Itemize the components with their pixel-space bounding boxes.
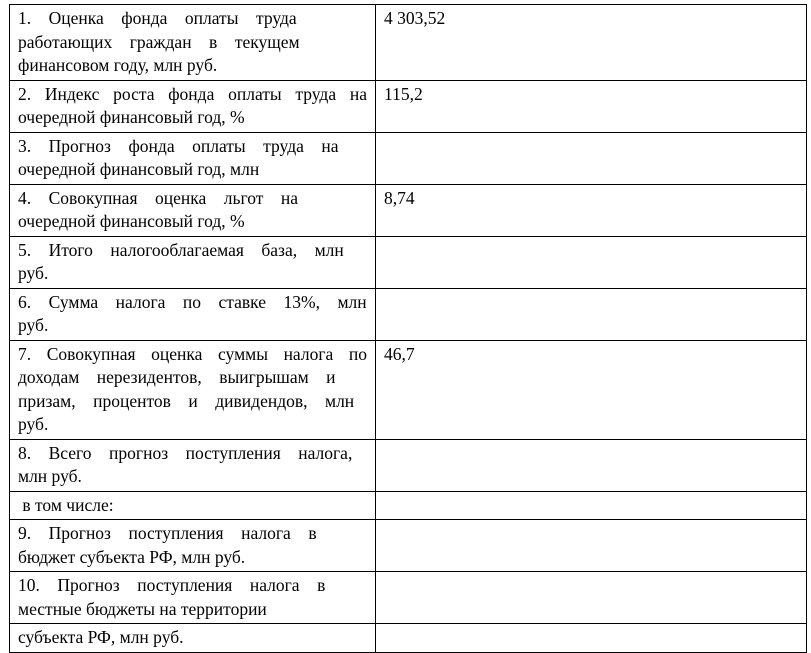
row-value: 8,74 [376, 184, 807, 236]
label-line: 5. Итого налогооблагаемая база, млн [18, 239, 344, 260]
row-value: 115,2 [376, 80, 807, 132]
label-line: очередной финансовый год, млн [18, 159, 260, 179]
label-line: 1. Оценка фонда оплаты труда [18, 8, 297, 28]
table-row [10, 572, 807, 624]
table-row [10, 132, 807, 184]
row-value [376, 439, 807, 491]
row-label [10, 491, 376, 520]
label-line: 9. Прогноз поступления налога в [18, 523, 317, 543]
table-row [10, 624, 807, 653]
label-line: 3. Прогноз фонда оплаты труда на [18, 135, 339, 156]
row-value [376, 491, 807, 520]
row-value [376, 132, 807, 184]
table-row [10, 236, 807, 288]
label-line: очередной финансовый год, % [18, 107, 245, 127]
label-line: очередной финансовый год, % [18, 211, 245, 231]
label-line: 6. Сумма налога по ставке 13%, млн [18, 291, 367, 312]
label-line: руб. [18, 414, 49, 434]
row-value: 46,7 [376, 340, 807, 439]
table-row [10, 80, 807, 132]
label-line: призам, процентов и дивидендов, млн [18, 390, 355, 411]
row-label [10, 132, 376, 184]
table-row [10, 288, 807, 340]
table-row [10, 520, 807, 572]
label-line: 10. Прогноз поступления налога в [18, 575, 326, 595]
label-line: млн руб. [18, 466, 82, 486]
row-label [10, 624, 376, 653]
row-label [10, 5, 376, 81]
row-label [10, 340, 376, 439]
table-row [10, 491, 807, 520]
row-value [376, 520, 807, 572]
row-label [10, 236, 376, 288]
row-label [10, 80, 376, 132]
row-label [10, 184, 376, 236]
row-value [376, 288, 807, 340]
label-line: финансовом году, млн руб. [18, 55, 218, 75]
row-value: 4 303,52 [376, 5, 807, 81]
table-row [10, 439, 807, 491]
label-line: местные бюджеты на территории [18, 598, 267, 619]
label-line: 2. Индекс роста фонда оплаты труда на [18, 83, 367, 104]
row-label [10, 288, 376, 340]
row-value [376, 624, 807, 653]
label-line: 8. Всего прогноз поступления налога, [18, 442, 353, 463]
row-label [10, 439, 376, 491]
label-line: 7. Совокупная оценка суммы налога по [18, 343, 367, 364]
label-line: работающих граждан в текущем [18, 31, 300, 52]
row-value [376, 572, 807, 624]
table-row [10, 5, 807, 81]
label-line: бюджет субъекта РФ, млн руб. [18, 546, 246, 567]
tax-forecast-table [9, 4, 807, 653]
row-label [10, 520, 376, 572]
label-line: руб. [18, 315, 49, 335]
label-line: руб. [18, 263, 49, 283]
row-label [10, 572, 376, 624]
table-row [10, 340, 807, 439]
row-value [376, 236, 807, 288]
label-line: доходам нерезидентов, выигрышам и [18, 367, 336, 387]
label-line: 4. Совокупная оценка льгот на [18, 187, 298, 208]
label-line: субъекта РФ, млн руб. [18, 627, 184, 647]
label-line: в том числе: [18, 494, 114, 515]
table-row [10, 184, 807, 236]
